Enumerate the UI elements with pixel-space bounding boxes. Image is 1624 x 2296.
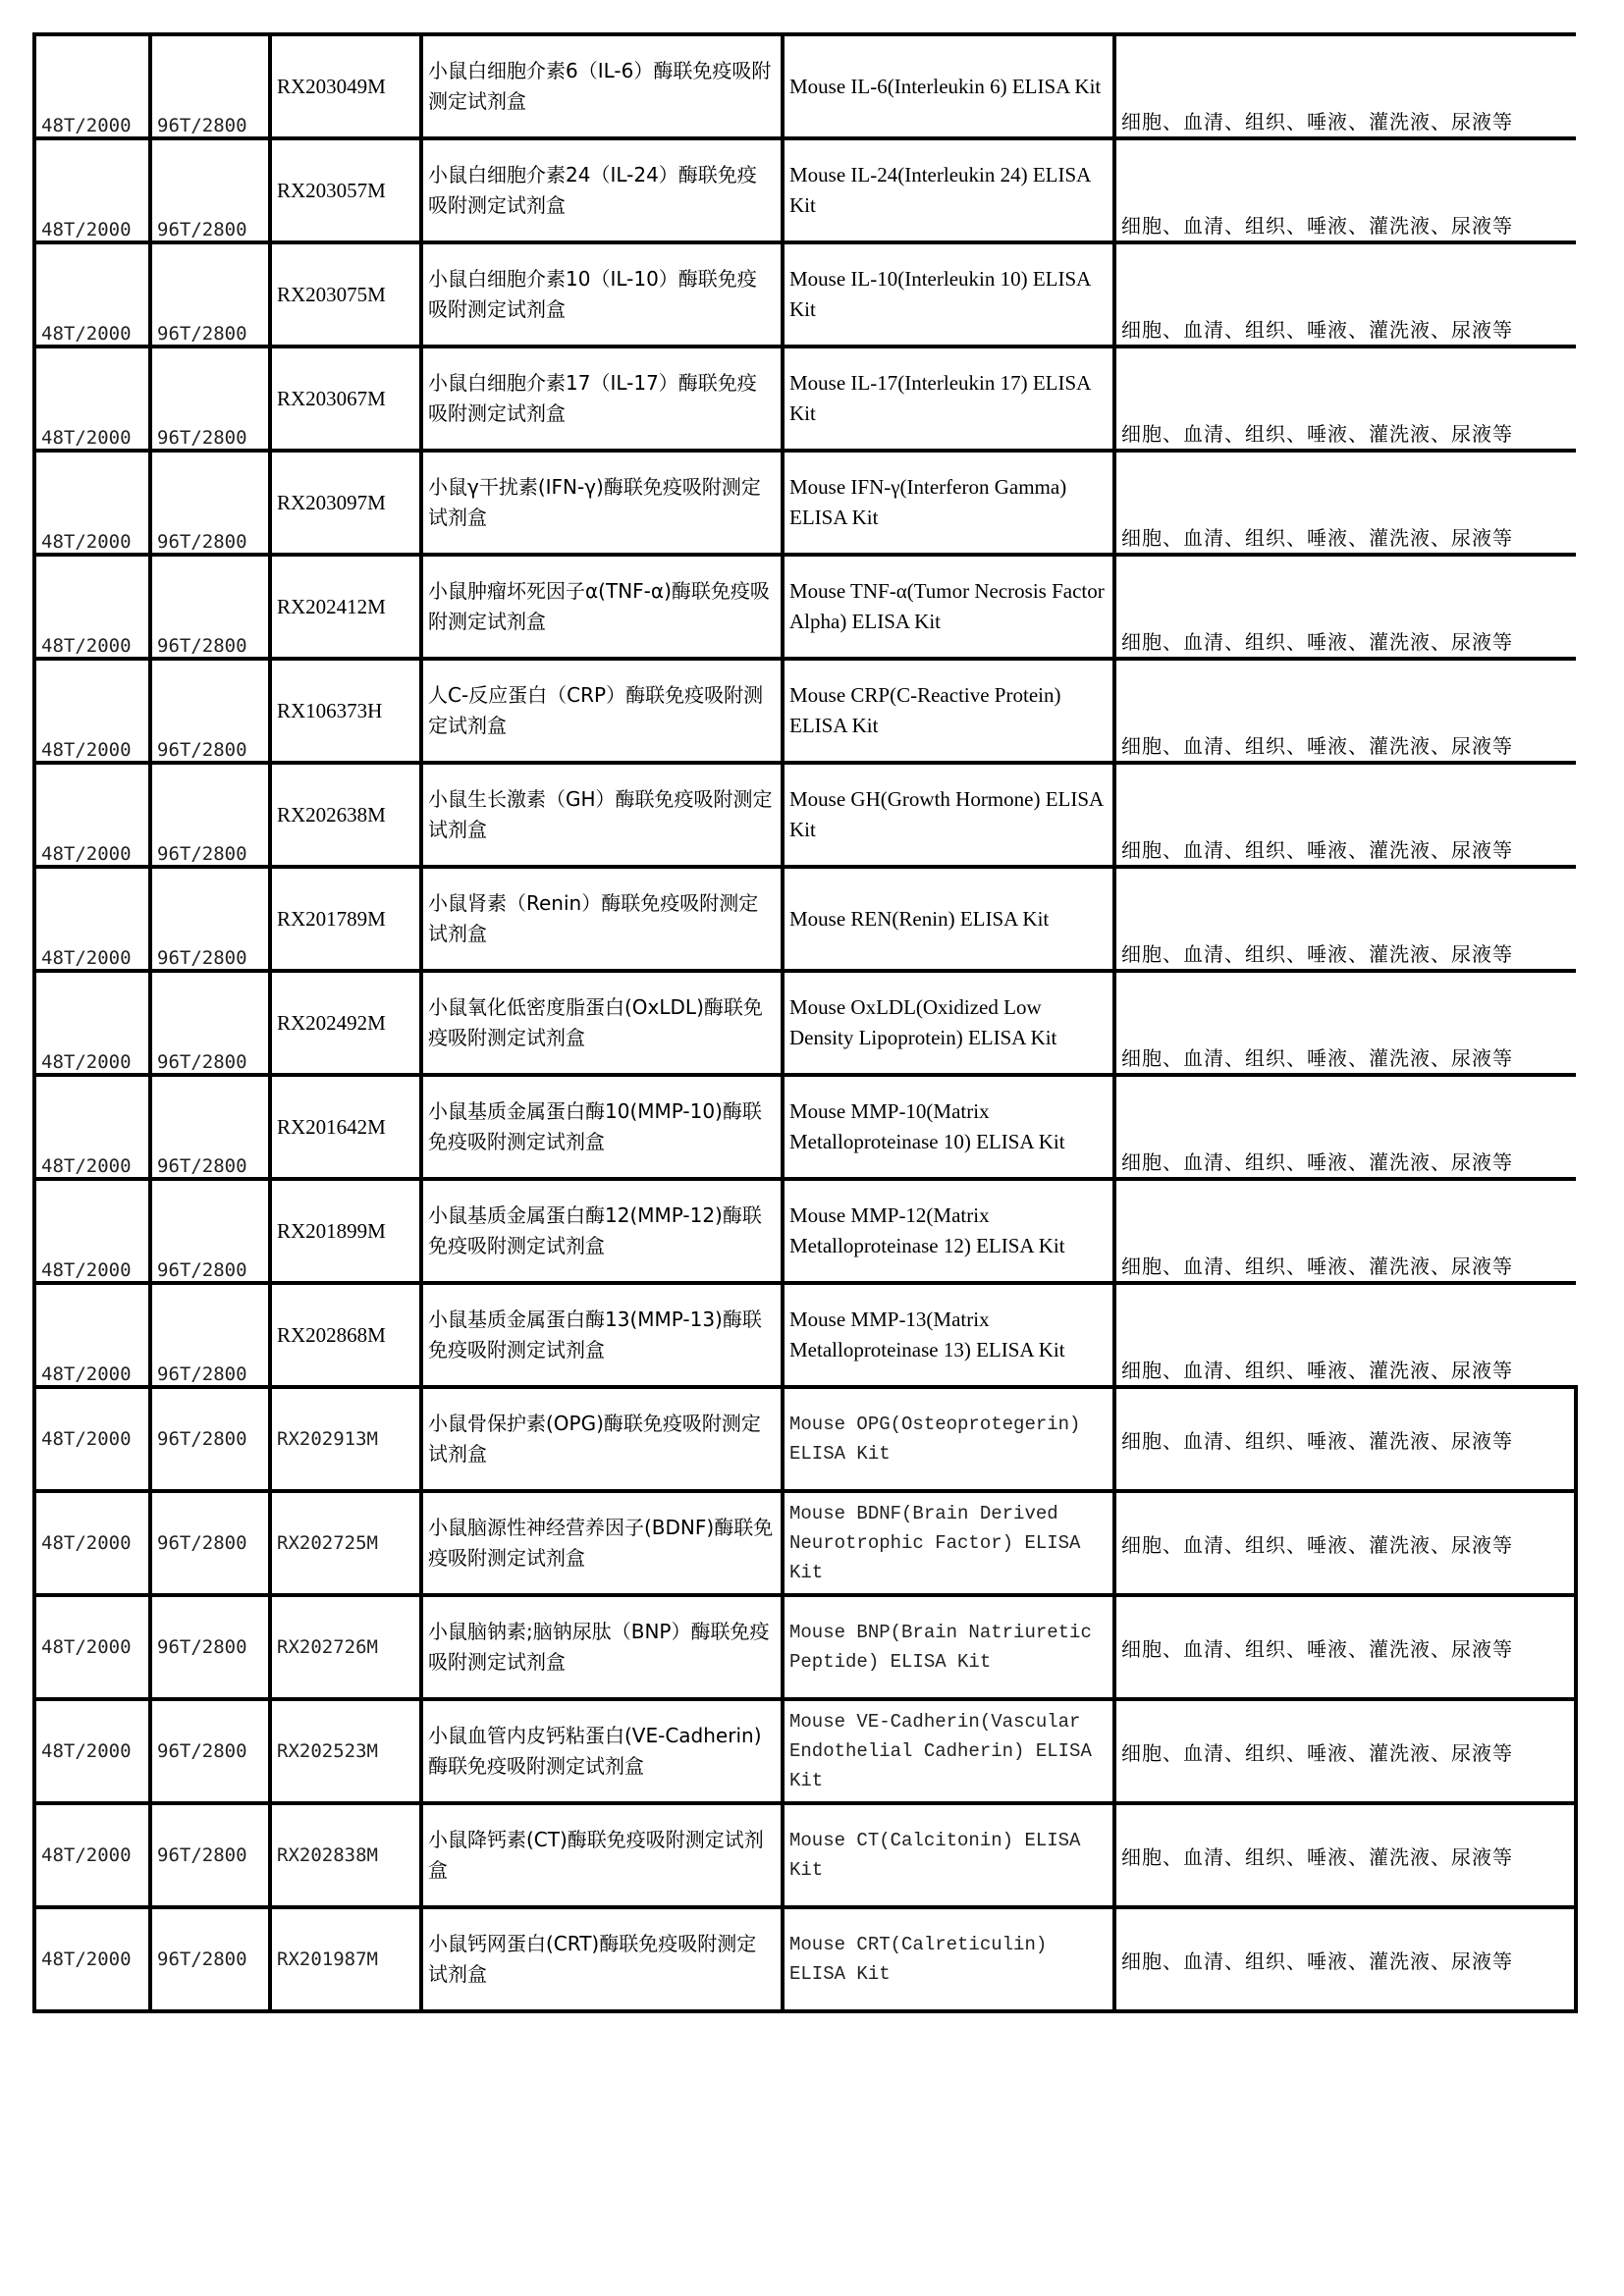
spec-48-cell [34, 867, 150, 971]
chinese-name-cell [421, 1595, 783, 1699]
spec-96-cell [150, 971, 270, 1075]
english-name-cell [783, 1075, 1114, 1179]
spec-96: 96T/2800 [157, 947, 247, 969]
sample-types: 细胞、血清、组织、唾液、灌洗液、尿液等 [1121, 1428, 1513, 1453]
catalog-code-cell [270, 555, 421, 659]
english-name: Mouse OPG(Osteoprotegerin) ELISA Kit [789, 1414, 1081, 1465]
catalog-code-cell [270, 1907, 421, 2011]
chinese-name: 小鼠氧化低密度脂蛋白(OxLDL)酶联免疫吸附测定试剂盒 [428, 995, 763, 1049]
spec-96: 96T/2800 [157, 115, 247, 136]
chinese-name: 小鼠基质金属蛋白酶10(MMP-10)酶联免疫吸附测定试剂盒 [428, 1099, 762, 1153]
sample-types: 细胞、血清、组织、唾液、灌洗液、尿液等 [1121, 422, 1513, 446]
english-name: Mouse OxLDL(Oxidized Low Density Lipoprotein) ELISA Kit [789, 995, 1057, 1049]
catalog-code: RX203049M [277, 74, 386, 98]
sample-types: 细胞、血清、组织、唾液、灌洗液、尿液等 [1121, 734, 1513, 758]
english-name-cell [783, 1595, 1114, 1699]
sample-types-cell [1114, 1803, 1576, 1907]
spec-48-cell [34, 659, 150, 763]
sample-types-cell [1114, 1075, 1576, 1179]
english-name: Mouse MMP-12(Matrix Metalloproteinase 12) ELISA Kit [789, 1203, 1065, 1257]
sample-types-cell [1114, 971, 1576, 1075]
chinese-name: 小鼠生长激素（GH）酶联免疫吸附测定试剂盒 [428, 787, 773, 841]
sample-types: 细胞、血清、组织、唾液、灌洗液、尿液等 [1121, 526, 1513, 550]
spec-96: 96T/2800 [157, 1428, 247, 1450]
elisa-kit-table [32, 32, 1578, 2013]
catalog-code: RX202868M [277, 1322, 386, 1347]
table-row [34, 1075, 1576, 1179]
sample-types: 细胞、血清、组织、唾液、灌洗液、尿液等 [1121, 630, 1513, 654]
spec-48-cell [34, 1803, 150, 1907]
chinese-name-cell [421, 1803, 783, 1907]
catalog-code-cell [270, 1387, 421, 1491]
spec-48: 48T/2000 [41, 1363, 132, 1385]
sample-types: 细胞、血清、组织、唾液、灌洗液、尿液等 [1121, 1150, 1513, 1174]
spec-48: 48T/2000 [41, 1636, 132, 1658]
catalog-code: RX202523M [277, 1740, 378, 1762]
chinese-name-cell [421, 1699, 783, 1803]
english-name-cell [783, 659, 1114, 763]
chinese-name-cell [421, 1907, 783, 2011]
chinese-name-cell [421, 971, 783, 1075]
english-name: Mouse MMP-13(Matrix Metalloproteinase 13) ELISA Kit [789, 1308, 1065, 1362]
catalog-code-cell [270, 1699, 421, 1803]
english-name-cell [783, 1387, 1114, 1491]
english-name-cell [783, 867, 1114, 971]
chinese-name: 小鼠血管内皮钙粘蛋白(VE-Cadherin)酶联免疫吸附测定试剂盒 [428, 1724, 762, 1778]
english-name-cell [783, 242, 1114, 347]
spec-96: 96T/2800 [157, 1532, 247, 1554]
english-name-cell [783, 1283, 1114, 1387]
chinese-name: 小鼠骨保护素(OPG)酶联免疫吸附测定试剂盒 [428, 1412, 761, 1466]
catalog-code-cell [270, 34, 421, 138]
table-row [34, 242, 1576, 347]
spec-96-cell [150, 867, 270, 971]
spec-96-cell [150, 763, 270, 867]
chinese-name-cell [421, 867, 783, 971]
spec-48-cell [34, 451, 150, 555]
spec-96: 96T/2800 [157, 427, 247, 449]
sample-types: 细胞、血清、组织、唾液、灌洗液、尿液等 [1121, 1532, 1513, 1557]
sample-types: 细胞、血清、组织、唾液、灌洗液、尿液等 [1121, 214, 1513, 238]
spec-96: 96T/2800 [157, 1155, 247, 1177]
chinese-name-cell [421, 451, 783, 555]
spec-48: 48T/2000 [41, 219, 132, 240]
chinese-name-cell [421, 1179, 783, 1283]
catalog-code: RX202726M [277, 1636, 378, 1658]
spec-48-cell [34, 347, 150, 451]
spec-48: 48T/2000 [41, 1532, 132, 1554]
table-row [34, 34, 1576, 138]
catalog-code: RX202492M [277, 1010, 386, 1035]
english-name-cell [783, 34, 1114, 138]
chinese-name-cell [421, 1283, 783, 1387]
table-row [34, 555, 1576, 659]
sample-types: 细胞、血清、组织、唾液、灌洗液、尿液等 [1121, 1844, 1513, 1869]
english-name-cell [783, 1491, 1114, 1595]
chinese-name-cell [421, 242, 783, 347]
spec-48: 48T/2000 [41, 531, 132, 553]
chinese-name: 小鼠白细胞介素10（IL-10）酶联免疫吸附测定试剂盒 [428, 267, 757, 321]
chinese-name: 小鼠白细胞介素6（IL-6）酶联免疫吸附测定试剂盒 [428, 59, 772, 113]
table-row [34, 1283, 1576, 1387]
sample-types-cell [1114, 1907, 1576, 2011]
spec-96: 96T/2800 [157, 219, 247, 240]
spec-96: 96T/2800 [157, 1259, 247, 1281]
sample-types-cell [1114, 1283, 1576, 1387]
catalog-code-cell [270, 1179, 421, 1283]
spec-96-cell [150, 347, 270, 451]
catalog-code-cell [270, 763, 421, 867]
sample-types: 细胞、血清、组织、唾液、灌洗液、尿液等 [1121, 1046, 1513, 1070]
spec-48-cell [34, 1699, 150, 1803]
english-name-cell [783, 763, 1114, 867]
english-name-cell [783, 138, 1114, 242]
spec-48: 48T/2000 [41, 843, 132, 865]
spec-96-cell [150, 1491, 270, 1595]
sample-types: 细胞、血清、组织、唾液、灌洗液、尿液等 [1121, 1740, 1513, 1765]
spec-96: 96T/2800 [157, 531, 247, 553]
english-name: Mouse BNP(Brain Natriuretic Peptide) ELISA Kit [789, 1622, 1092, 1673]
spec-96: 96T/2800 [157, 739, 247, 761]
spec-96-cell [150, 451, 270, 555]
sample-types-cell [1114, 659, 1576, 763]
sample-types: 细胞、血清、组织、唾液、灌洗液、尿液等 [1121, 1255, 1513, 1278]
catalog-code: RX202838M [277, 1844, 378, 1866]
catalog-code: RX106373H [277, 698, 383, 722]
catalog-code: RX201642M [277, 1114, 386, 1139]
spec-48: 48T/2000 [41, 947, 132, 969]
english-name: Mouse CRP(C-Reactive Protein) ELISA Kit [789, 683, 1061, 737]
spec-96: 96T/2800 [157, 323, 247, 345]
table-row [34, 1491, 1576, 1595]
spec-96-cell [150, 242, 270, 347]
table-row [34, 451, 1576, 555]
sample-types: 细胞、血清、组织、唾液、灌洗液、尿液等 [1121, 1359, 1513, 1382]
spec-96-cell [150, 1595, 270, 1699]
spec-48-cell [34, 1595, 150, 1699]
table-row [34, 347, 1576, 451]
catalog-code: RX201987M [277, 1949, 378, 1970]
catalog-code: RX202412M [277, 594, 386, 618]
spec-96: 96T/2800 [157, 1844, 247, 1866]
english-name: Mouse CRT(Calreticulin) ELISA Kit [789, 1934, 1048, 1985]
english-name: Mouse CT(Calcitonin) ELISA Kit [789, 1830, 1081, 1881]
table-row [34, 1387, 1576, 1491]
spec-96: 96T/2800 [157, 635, 247, 657]
catalog-code-cell [270, 867, 421, 971]
catalog-code-cell [270, 1803, 421, 1907]
catalog-code-cell [270, 971, 421, 1075]
chinese-name-cell [421, 1075, 783, 1179]
catalog-code: RX202638M [277, 802, 386, 827]
sample-types-cell [1114, 555, 1576, 659]
spec-96: 96T/2800 [157, 1740, 247, 1762]
chinese-name-cell [421, 555, 783, 659]
english-name: Mouse TNF-α(Tumor Necrosis Factor Alpha) ELISA Kit [789, 579, 1105, 633]
spec-96-cell [150, 1699, 270, 1803]
chinese-name: 小鼠脑源性神经营养因子(BDNF)酶联免疫吸附测定试剂盒 [428, 1516, 774, 1570]
catalog-code-cell [270, 1075, 421, 1179]
spec-96: 96T/2800 [157, 1051, 247, 1073]
chinese-name: 小鼠降钙素(CT)酶联免疫吸附测定试剂盒 [428, 1828, 764, 1882]
table-row [34, 1699, 1576, 1803]
english-name: Mouse BDNF(Brain Derived Neurotrophic Factor) ELISA Kit [789, 1503, 1081, 1583]
table-row [34, 1595, 1576, 1699]
spec-48-cell [34, 242, 150, 347]
chinese-name-cell [421, 347, 783, 451]
chinese-name: 小鼠γ干扰素(IFN-γ)酶联免疫吸附测定试剂盒 [428, 475, 761, 529]
catalog-code-cell [270, 451, 421, 555]
spec-48: 48T/2000 [41, 115, 132, 136]
chinese-name: 小鼠白细胞介素24（IL-24）酶联免疫吸附测定试剂盒 [428, 163, 757, 217]
english-name: Mouse VE-Cadherin(Vascular Endothelial Cadherin) ELISA Kit [789, 1711, 1092, 1791]
catalog-code: RX203067M [277, 386, 386, 410]
spec-48-cell [34, 138, 150, 242]
spec-48: 48T/2000 [41, 1949, 132, 1970]
catalog-code-cell [270, 347, 421, 451]
spec-48: 48T/2000 [41, 1051, 132, 1073]
english-name: Mouse IL-10(Interleukin 10) ELISA Kit [789, 267, 1091, 321]
table-row [34, 1179, 1576, 1283]
catalog-code-cell [270, 242, 421, 347]
english-name-cell [783, 1179, 1114, 1283]
spec-96-cell [150, 34, 270, 138]
spec-96-cell [150, 138, 270, 242]
english-name: Mouse IL-6(Interleukin 6) ELISA Kit [789, 74, 1102, 98]
catalog-code: RX201789M [277, 906, 386, 931]
spec-96-cell [150, 1075, 270, 1179]
spec-96: 96T/2800 [157, 1363, 247, 1385]
spec-48-cell [34, 763, 150, 867]
spec-96-cell [150, 555, 270, 659]
english-name-cell [783, 555, 1114, 659]
catalog-code: RX203057M [277, 178, 386, 202]
chinese-name: 小鼠白细胞介素17（IL-17）酶联免疫吸附测定试剂盒 [428, 371, 757, 425]
sample-types-cell [1114, 34, 1576, 138]
english-name: Mouse IL-24(Interleukin 24) ELISA Kit [789, 163, 1091, 217]
chinese-name: 小鼠肿瘤坏死因子α(TNF-α)酶联免疫吸附测定试剂盒 [428, 579, 770, 633]
table-row [34, 1907, 1576, 2011]
english-name-cell [783, 971, 1114, 1075]
english-name-cell [783, 347, 1114, 451]
spec-96-cell [150, 1387, 270, 1491]
spec-48: 48T/2000 [41, 323, 132, 345]
sample-types: 细胞、血清、组织、唾液、灌洗液、尿液等 [1121, 1636, 1513, 1661]
spec-48-cell [34, 1907, 150, 2011]
english-name: Mouse IL-17(Interleukin 17) ELISA Kit [789, 371, 1091, 425]
spec-48: 48T/2000 [41, 635, 132, 657]
spec-96-cell [150, 1803, 270, 1907]
sample-types-cell [1114, 763, 1576, 867]
catalog-code: RX202725M [277, 1532, 378, 1554]
spec-48-cell [34, 1179, 150, 1283]
sample-types: 细胞、血清、组织、唾液、灌洗液、尿液等 [1121, 318, 1513, 342]
table-row [34, 763, 1576, 867]
spec-96: 96T/2800 [157, 1949, 247, 1970]
sample-types-cell [1114, 138, 1576, 242]
spec-96-cell [150, 1179, 270, 1283]
sample-types: 细胞、血清、组织、唾液、灌洗液、尿液等 [1121, 838, 1513, 862]
catalog-code-cell [270, 659, 421, 763]
catalog-code: RX201899M [277, 1218, 386, 1243]
english-name: Mouse IFN-γ(Interferon Gamma) ELISA Kit [789, 475, 1067, 529]
table-body [34, 34, 1576, 2011]
chinese-name-cell [421, 138, 783, 242]
spec-48: 48T/2000 [41, 1155, 132, 1177]
sample-types-cell [1114, 1491, 1576, 1595]
table-row [34, 659, 1576, 763]
sample-types-cell [1114, 867, 1576, 971]
sample-types-cell [1114, 1595, 1576, 1699]
catalog-code-cell [270, 138, 421, 242]
sample-types-cell [1114, 1179, 1576, 1283]
spec-96-cell [150, 1283, 270, 1387]
english-name: Mouse GH(Growth Hormone) ELISA Kit [789, 787, 1104, 841]
chinese-name: 小鼠钙网蛋白(CRT)酶联免疫吸附测定试剂盒 [428, 1932, 757, 1986]
spec-48-cell [34, 555, 150, 659]
sample-types-cell [1114, 1387, 1576, 1491]
english-name-cell [783, 1803, 1114, 1907]
english-name: Mouse MMP-10(Matrix Metalloproteinase 10) ELISA Kit [789, 1099, 1065, 1153]
catalog-code-cell [270, 1491, 421, 1595]
table-row [34, 1803, 1576, 1907]
spec-96: 96T/2800 [157, 1636, 247, 1658]
chinese-name-cell [421, 1387, 783, 1491]
spec-48-cell [34, 971, 150, 1075]
spec-96-cell [150, 1907, 270, 2011]
chinese-name-cell [421, 34, 783, 138]
chinese-name: 小鼠基质金属蛋白酶13(MMP-13)酶联免疫吸附测定试剂盒 [428, 1308, 762, 1362]
chinese-name: 小鼠基质金属蛋白酶12(MMP-12)酶联免疫吸附测定试剂盒 [428, 1203, 762, 1257]
sample-types-cell [1114, 451, 1576, 555]
spec-48-cell [34, 1387, 150, 1491]
spec-48-cell [34, 1075, 150, 1179]
table-row [34, 138, 1576, 242]
spec-48-cell [34, 1491, 150, 1595]
spec-96-cell [150, 659, 270, 763]
chinese-name-cell [421, 659, 783, 763]
english-name: Mouse REN(Renin) ELISA Kit [789, 906, 1050, 931]
spec-48: 48T/2000 [41, 1428, 132, 1450]
chinese-name: 人C-反应蛋白（CRP）酶联免疫吸附测定试剂盒 [428, 683, 764, 737]
english-name-cell [783, 451, 1114, 555]
catalog-code-cell [270, 1595, 421, 1699]
sample-types-cell [1114, 242, 1576, 347]
catalog-code: RX203075M [277, 282, 386, 306]
spec-48: 48T/2000 [41, 739, 132, 761]
catalog-code: RX202913M [277, 1428, 378, 1450]
chinese-name: 小鼠肾素（Renin）酶联免疫吸附测定试剂盒 [428, 891, 759, 945]
table-row [34, 971, 1576, 1075]
sample-types-cell [1114, 1699, 1576, 1803]
sample-types: 细胞、血清、组织、唾液、灌洗液、尿液等 [1121, 110, 1513, 133]
sample-types: 细胞、血清、组织、唾液、灌洗液、尿液等 [1121, 1949, 1513, 1973]
chinese-name-cell [421, 763, 783, 867]
catalog-code-cell [270, 1283, 421, 1387]
english-name-cell [783, 1907, 1114, 2011]
spec-48: 48T/2000 [41, 1844, 132, 1866]
sample-types-cell [1114, 347, 1576, 451]
spec-48: 48T/2000 [41, 1259, 132, 1281]
spec-96: 96T/2800 [157, 843, 247, 865]
chinese-name: 小鼠脑钠素;脑钠尿肽（BNP）酶联免疫吸附测定试剂盒 [428, 1620, 770, 1674]
spec-48-cell [34, 1283, 150, 1387]
spec-48-cell [34, 34, 150, 138]
chinese-name-cell [421, 1491, 783, 1595]
english-name-cell [783, 1699, 1114, 1803]
sample-types: 细胞、血清、组织、唾液、灌洗液、尿液等 [1121, 942, 1513, 966]
spec-48: 48T/2000 [41, 1740, 132, 1762]
table-row [34, 867, 1576, 971]
catalog-code: RX203097M [277, 490, 386, 514]
spec-48: 48T/2000 [41, 427, 132, 449]
